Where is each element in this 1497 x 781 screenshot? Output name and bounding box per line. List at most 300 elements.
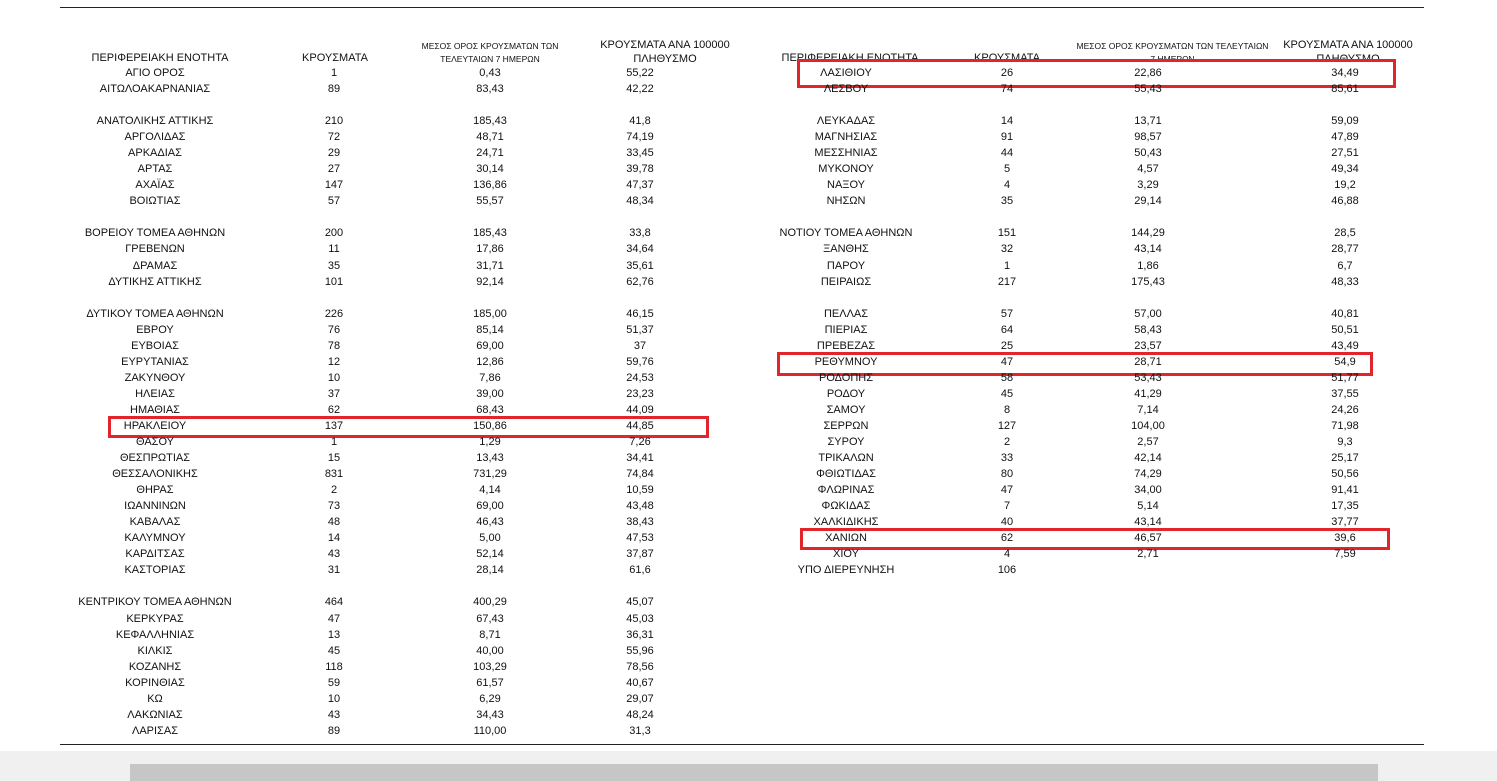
horizontal-scrollbar[interactable] bbox=[130, 764, 1378, 781]
cell-avg: 185,43 bbox=[473, 115, 507, 128]
cell-name: ΘΑΣΟΥ bbox=[135, 436, 175, 448]
cell-per: 47,89 bbox=[1331, 131, 1359, 144]
cell-cases: 32 bbox=[1000, 243, 1014, 256]
cell-name: ΛΕΣΒΟΥ bbox=[823, 83, 869, 96]
cell-name: ΛΕΥΚΑΔΑΣ bbox=[816, 115, 876, 128]
cell-per: 46,15 bbox=[626, 307, 654, 320]
right-header-region: ΠΕΡΙΦΕΡΕΙΑΚΗ ΕΝΟΤΗΤΑ bbox=[781, 52, 919, 64]
cell-name: ΦΛΩΡΙΝΑΣ bbox=[817, 484, 875, 497]
cell-per: 37,55 bbox=[1331, 387, 1359, 400]
cell-name: ΥΠΟ ΔΙΕΡΕΥΝΗΣΗ bbox=[797, 564, 895, 577]
cell-cases: 10 bbox=[327, 371, 341, 384]
table-row bbox=[0, 322, 1497, 338]
cell-name: ΚΑΛΥΜΝΟΥ bbox=[124, 532, 186, 545]
table-row bbox=[0, 546, 1497, 562]
cell-cases: 4 bbox=[1003, 548, 1011, 561]
cell-avg: 110,00 bbox=[473, 724, 507, 737]
cell-name: ΜΑΓΝΗΣΙΑΣ bbox=[814, 131, 878, 144]
cell-name: ΡΕΘΥΜΝΟΥ bbox=[814, 355, 878, 368]
cell-avg: 83,43 bbox=[476, 83, 504, 96]
cell-avg: 1,86 bbox=[1137, 259, 1159, 272]
cell-avg: 12,86 bbox=[476, 355, 504, 368]
cell-cases: 5 bbox=[1003, 163, 1011, 176]
cell-avg: 85,14 bbox=[476, 323, 504, 336]
cell-per: 43,49 bbox=[1331, 339, 1359, 352]
cell-per: 40,81 bbox=[1331, 307, 1359, 320]
cell-avg: 52,14 bbox=[476, 548, 504, 561]
cell-per: 23,23 bbox=[626, 387, 654, 400]
cell-avg: 104,00 bbox=[1131, 419, 1165, 432]
table-row bbox=[0, 659, 1497, 675]
cell-avg: 3,29 bbox=[1137, 179, 1159, 192]
cell-per: 61,6 bbox=[629, 564, 651, 577]
table-row bbox=[0, 306, 1497, 322]
cell-name: ΑΙΤΩΛΟΑΚΑΡΝΑΝΙΑΣ bbox=[99, 83, 211, 96]
cell-avg: 13,71 bbox=[1134, 115, 1162, 128]
table-row bbox=[0, 691, 1497, 707]
cell-per: 33,8 bbox=[629, 227, 651, 240]
cell-per: 37,87 bbox=[626, 548, 654, 561]
cell-per: 44,85 bbox=[626, 419, 654, 432]
cell-name: ΚΟΖΑΝΗΣ bbox=[128, 660, 182, 673]
cell-per: 47,37 bbox=[626, 179, 654, 192]
cell-avg: 136,86 bbox=[473, 179, 507, 192]
cell-cases: 26 bbox=[1000, 67, 1014, 79]
cell-per: 34,41 bbox=[626, 452, 654, 465]
cell-avg: 48,71 bbox=[476, 131, 504, 144]
cell-per: 47,53 bbox=[626, 532, 654, 545]
cell-cases: 57 bbox=[327, 195, 341, 208]
cell-avg: 2,71 bbox=[1137, 548, 1159, 561]
table-row bbox=[0, 370, 1497, 386]
cell-cases: 2 bbox=[1003, 436, 1011, 448]
cell-avg: 1,29 bbox=[479, 436, 501, 448]
cell-name: ΑΓΙΟ ΟΡΟΣ bbox=[125, 67, 185, 79]
cell-cases: 210 bbox=[324, 115, 344, 128]
cell-name: ΚΕΡΚΥΡΑΣ bbox=[126, 612, 184, 625]
cell-avg: 55,43 bbox=[1134, 83, 1162, 96]
table-row bbox=[0, 675, 1497, 691]
cell-name: ΛΑΚΩΝΙΑΣ bbox=[127, 708, 183, 721]
cell-cases: 37 bbox=[327, 387, 341, 400]
left-header-cases: ΚΡΟΥΣΜΑΤΑ bbox=[302, 52, 368, 64]
cell-cases: 217 bbox=[997, 275, 1017, 288]
right-header-avg: ΜΕΣΟΣ ΟΡΟΣ ΚΡΟΥΣΜΑΤΩΝ ΤΩΝ ΤΕΛΕΥΤΑΙΩΝ 7 ΗΜΕΡΩΝ bbox=[1076, 41, 1269, 64]
cell-per: 36,31 bbox=[626, 628, 654, 641]
cell-per: 50,51 bbox=[1331, 323, 1359, 336]
cell-cases: 200 bbox=[324, 227, 344, 240]
cell-avg: 42,14 bbox=[1134, 452, 1162, 465]
table-row bbox=[0, 161, 1497, 177]
cell-cases: 76 bbox=[327, 323, 341, 336]
cell-name: ΗΡΑΚΛΕΙΟΥ bbox=[123, 419, 187, 432]
cell-avg: 17,86 bbox=[476, 243, 504, 256]
left-header-region: ΠΕΡΙΦΕΡΕΙΑΚΗ ΕΝΟΤΗΤΑ bbox=[91, 52, 229, 64]
cell-avg: 31,71 bbox=[476, 259, 504, 272]
cell-cases: 45 bbox=[327, 644, 341, 657]
cell-avg: 2,57 bbox=[1137, 436, 1159, 448]
cell-per: 17,35 bbox=[1331, 500, 1359, 513]
cell-per: 7,59 bbox=[1334, 548, 1356, 561]
cell-cases: 40 bbox=[1000, 516, 1014, 529]
cell-per: 45,07 bbox=[626, 596, 654, 609]
cell-per: 78,56 bbox=[626, 660, 654, 673]
cell-cases: 48 bbox=[327, 516, 341, 529]
table-row bbox=[0, 450, 1497, 466]
cell-name: ΣΕΡΡΩΝ bbox=[823, 419, 869, 432]
cell-avg: 40,00 bbox=[476, 644, 504, 657]
cell-avg: 30,14 bbox=[476, 163, 504, 176]
cell-cases: 1 bbox=[330, 67, 338, 79]
cell-avg: 61,57 bbox=[476, 676, 504, 689]
cell-per: 51,37 bbox=[626, 323, 654, 336]
cell-name: ΦΘΙΩΤΙΔΑΣ bbox=[816, 468, 876, 481]
cell-cases: 7 bbox=[1003, 500, 1011, 513]
cell-per: 42,22 bbox=[626, 83, 654, 96]
cell-per: 54,9 bbox=[1334, 355, 1356, 368]
cell-per: 29,07 bbox=[626, 692, 654, 705]
cell-per: 6,7 bbox=[1337, 259, 1353, 272]
cell-per: 28,77 bbox=[1331, 243, 1359, 256]
cell-avg: 28,71 bbox=[1134, 355, 1162, 368]
cell-cases: 137 bbox=[324, 419, 344, 432]
table-row bbox=[0, 611, 1497, 627]
table-row bbox=[0, 129, 1497, 145]
cell-per: 34,49 bbox=[1331, 67, 1359, 79]
cell-name: ΠΑΡΟΥ bbox=[826, 259, 866, 272]
cell-per: 85,61 bbox=[1331, 83, 1359, 96]
cell-cases: 226 bbox=[324, 307, 344, 320]
cell-cases: 89 bbox=[327, 83, 341, 96]
cell-per: 50,56 bbox=[1331, 468, 1359, 481]
table-row bbox=[0, 562, 1497, 578]
cell-per: 37 bbox=[633, 339, 647, 352]
cell-per: 28,5 bbox=[1334, 227, 1356, 240]
cell-avg: 23,57 bbox=[1134, 339, 1162, 352]
cell-cases: 80 bbox=[1000, 468, 1014, 481]
cell-name: ΠΕΙΡΑΙΩΣ bbox=[820, 275, 872, 288]
cell-per: 48,34 bbox=[626, 195, 654, 208]
cell-name: ΜΕΣΣΗΝΙΑΣ bbox=[814, 147, 878, 160]
cell-per: 55,22 bbox=[626, 67, 654, 79]
cell-avg: 22,86 bbox=[1134, 67, 1162, 79]
cell-cases: 11 bbox=[328, 243, 340, 256]
cell-avg: 43,14 bbox=[1134, 516, 1162, 529]
cell-name: ΗΜΑΘΙΑΣ bbox=[130, 403, 180, 416]
table-row bbox=[0, 241, 1497, 257]
cell-avg: 5,14 bbox=[1137, 500, 1159, 513]
cell-cases: 45 bbox=[1000, 387, 1014, 400]
cell-cases: 1 bbox=[1003, 259, 1011, 272]
cell-name: ΑΧΑΪΑΣ bbox=[135, 179, 175, 192]
cell-name: ΚΙΛΚΙΣ bbox=[137, 644, 173, 657]
cell-name: ΚΕΝΤΡΙΚΟΥ ΤΟΜΕΑ ΑΘΗΝΩΝ bbox=[78, 596, 232, 609]
cell-name: ΒΟΙΩΤΙΑΣ bbox=[129, 195, 181, 208]
cell-name: ΠΙΕΡΙΑΣ bbox=[824, 323, 868, 336]
cell-cases: 14 bbox=[327, 532, 341, 545]
cell-cases: 43 bbox=[327, 708, 341, 721]
cell-name: ΝΑΞΟΥ bbox=[827, 179, 865, 192]
table-row bbox=[0, 225, 1497, 241]
cell-avg: 68,43 bbox=[476, 403, 504, 416]
cell-avg: 144,29 bbox=[1131, 227, 1165, 240]
cell-avg: 46,57 bbox=[1134, 532, 1162, 545]
cell-per: 31,3 bbox=[629, 724, 651, 737]
cell-avg: 6,29 bbox=[479, 692, 501, 705]
cell-name: ΕΥΡΥΤΑΝΙΑΣ bbox=[121, 355, 189, 368]
cell-per: 46,88 bbox=[1331, 195, 1359, 208]
bottom-rule bbox=[60, 744, 1424, 745]
table-row bbox=[0, 113, 1497, 129]
cell-per: 37,77 bbox=[1331, 516, 1359, 529]
cell-avg: 13,43 bbox=[476, 452, 504, 465]
cell-per: 48,33 bbox=[1331, 275, 1359, 288]
cell-avg: 185,43 bbox=[473, 227, 507, 240]
cell-cases: 47 bbox=[1000, 355, 1014, 368]
cell-cases: 147 bbox=[324, 179, 344, 192]
cell-avg: 400,29 bbox=[473, 596, 507, 609]
cell-per: 74,84 bbox=[626, 468, 654, 481]
table-row bbox=[0, 643, 1497, 659]
table-row bbox=[0, 145, 1497, 161]
cell-name: ΠΡΕΒΕΖΑΣ bbox=[816, 339, 876, 352]
cell-avg: 28,14 bbox=[476, 564, 504, 577]
cell-per: 10,59 bbox=[626, 484, 654, 497]
cell-avg: 53,43 bbox=[1134, 371, 1162, 384]
cell-per: 51,77 bbox=[1331, 371, 1359, 384]
cell-per: 43,48 bbox=[626, 500, 654, 513]
cell-cases: 27 bbox=[327, 163, 341, 176]
cell-name: ΧΑΛΚΙΔΙΚΗΣ bbox=[813, 516, 879, 529]
cell-name: ΔΥΤΙΚΟΥ ΤΟΜΕΑ ΑΘΗΝΩΝ bbox=[86, 307, 224, 320]
cell-name: ΝΟΤΙΟΥ ΤΟΜΕΑ ΑΘΗΝΩΝ bbox=[779, 227, 913, 240]
cell-per: 35,61 bbox=[626, 259, 654, 272]
cell-per: 19,2 bbox=[1334, 179, 1356, 192]
cell-cases: 101 bbox=[324, 275, 344, 288]
cell-name: ΓΡΕΒΕΝΩΝ bbox=[125, 243, 185, 256]
cell-cases: 13 bbox=[327, 628, 341, 641]
table-row bbox=[0, 81, 1497, 97]
cell-name: ΔΥΤΙΚΗΣ ΑΤΤΙΚΗΣ bbox=[108, 275, 202, 288]
cell-cases: 62 bbox=[327, 403, 341, 416]
table-row bbox=[0, 627, 1497, 643]
cell-name: ΚΩ bbox=[147, 692, 163, 705]
table-row bbox=[0, 594, 1497, 610]
cell-name: ΖΑΚΥΝΘΟΥ bbox=[124, 371, 186, 384]
cell-name: ΑΡΚΑΔΙΑΣ bbox=[128, 147, 182, 160]
table-row bbox=[0, 193, 1497, 209]
cell-cases: 15 bbox=[327, 452, 341, 465]
cell-per: 74,19 bbox=[626, 131, 654, 144]
cell-avg: 150,86 bbox=[473, 419, 507, 432]
cell-cases: 25 bbox=[1000, 339, 1014, 352]
cell-avg: 98,57 bbox=[1134, 131, 1162, 144]
cell-avg: 74,29 bbox=[1134, 468, 1162, 481]
cell-name: ΑΝΑΤΟΛΙΚΗΣ ΑΤΤΙΚΗΣ bbox=[96, 115, 214, 128]
cell-name: ΣΑΜΟΥ bbox=[826, 403, 866, 416]
cell-avg: 8,71 bbox=[479, 628, 501, 641]
cell-name: ΚΑΒΑΛΑΣ bbox=[129, 516, 181, 529]
cell-name: ΝΗΣΩΝ bbox=[826, 195, 866, 208]
cell-per: 62,76 bbox=[626, 275, 654, 288]
cell-per: 39,6 bbox=[1334, 532, 1356, 545]
table-row bbox=[0, 723, 1497, 739]
cell-name: ΘΕΣΠΡΩΤΙΑΣ bbox=[119, 452, 191, 465]
cell-avg: 4,14 bbox=[479, 484, 501, 497]
cell-avg: 69,00 bbox=[476, 339, 504, 352]
cell-cases: 8 bbox=[1003, 403, 1011, 416]
cell-name: ΧΑΝΙΩΝ bbox=[825, 532, 867, 545]
table-row bbox=[0, 386, 1497, 402]
cell-per: 48,24 bbox=[626, 708, 654, 721]
cell-cases: 14 bbox=[1000, 115, 1014, 128]
cell-cases: 2 bbox=[330, 484, 338, 497]
cell-per: 41,8 bbox=[629, 115, 651, 128]
cell-cases: 59 bbox=[327, 676, 341, 689]
cell-avg: 46,43 bbox=[476, 516, 504, 529]
cell-cases: 118 bbox=[325, 660, 343, 673]
cell-name: ΘΕΣΣΑΛΟΝΙΚΗΣ bbox=[112, 468, 198, 481]
cell-cases: 89 bbox=[327, 724, 341, 737]
cell-per: 40,67 bbox=[626, 676, 654, 689]
right-header-cases: ΚΡΟΥΣΜΑΤΑ bbox=[974, 52, 1040, 64]
cell-avg: 41,29 bbox=[1134, 387, 1162, 400]
cell-avg: 731,29 bbox=[473, 468, 507, 481]
cell-cases: 47 bbox=[1000, 484, 1014, 497]
cell-per: 25,17 bbox=[1331, 452, 1359, 465]
cell-cases: 78 bbox=[327, 339, 341, 352]
cell-avg: 58,43 bbox=[1134, 323, 1162, 336]
cell-per: 49,34 bbox=[1331, 163, 1359, 176]
cell-avg: 0,43 bbox=[479, 67, 501, 79]
cell-cases: 44 bbox=[1000, 147, 1014, 160]
cell-per: 9,3 bbox=[1337, 436, 1353, 448]
cell-avg: 34,00 bbox=[1134, 484, 1162, 497]
table-row bbox=[0, 402, 1497, 418]
cell-name: ΑΡΓΟΛΙΔΑΣ bbox=[124, 131, 186, 144]
cell-per: 27,51 bbox=[1331, 147, 1359, 160]
cell-avg: 69,00 bbox=[476, 500, 504, 513]
cell-cases: 4 bbox=[1003, 179, 1011, 192]
cell-avg: 24,71 bbox=[476, 147, 504, 160]
cell-name: ΘΗΡΑΣ bbox=[136, 484, 174, 497]
cell-cases: 29 bbox=[327, 147, 341, 160]
cell-name: ΕΥΒΟΙΑΣ bbox=[131, 339, 179, 352]
cell-avg: 7,14 bbox=[1137, 403, 1159, 416]
cell-per: 44,09 bbox=[626, 403, 654, 416]
cell-per: 59,09 bbox=[1331, 115, 1359, 128]
cell-cases: 57 bbox=[1000, 307, 1014, 320]
cell-cases: 464 bbox=[324, 596, 344, 609]
cell-avg: 103,29 bbox=[473, 660, 507, 673]
cell-name: ΒΟΡΕΙΟΥ ΤΟΜΕΑ ΑΘΗΝΩΝ bbox=[84, 227, 226, 240]
cell-cases: 33 bbox=[1000, 452, 1014, 465]
table-row bbox=[0, 274, 1497, 290]
cell-avg: 55,57 bbox=[476, 195, 504, 208]
cell-per: 34,64 bbox=[626, 243, 654, 256]
cell-avg: 185,00 bbox=[473, 307, 507, 320]
table-row bbox=[0, 434, 1497, 450]
cell-per: 7,26 bbox=[629, 436, 651, 448]
table-row bbox=[0, 482, 1497, 498]
cell-name: ΣΥΡΟΥ bbox=[827, 436, 865, 448]
cell-name: ΑΡΤΑΣ bbox=[137, 163, 173, 176]
cell-name: ΔΡΑΜΑΣ bbox=[132, 259, 178, 272]
cell-name: ΛΑΡΙΣΑΣ bbox=[131, 724, 178, 737]
table-row bbox=[0, 498, 1497, 514]
table-row bbox=[0, 418, 1497, 434]
cell-name: ΚΑΡΔΙΤΣΑΣ bbox=[125, 548, 185, 561]
table-row bbox=[0, 177, 1497, 193]
cell-per: 91,41 bbox=[1331, 484, 1359, 497]
cell-name: ΚΟΡΙΝΘΙΑΣ bbox=[125, 676, 185, 689]
cell-name: ΚΑΣΤΟΡΙΑΣ bbox=[124, 564, 186, 577]
cell-name: ΠΕΛΛΑΣ bbox=[823, 307, 869, 320]
cell-name: ΤΡΙΚΑΛΩΝ bbox=[818, 452, 874, 465]
cell-cases: 91 bbox=[1000, 131, 1014, 144]
table-row bbox=[0, 707, 1497, 723]
cell-per: 59,76 bbox=[626, 355, 654, 368]
cell-per: 71,98 bbox=[1331, 419, 1359, 432]
cell-cases: 127 bbox=[997, 419, 1017, 432]
cell-per: 39,78 bbox=[626, 163, 654, 176]
right-header-per100k: ΚΡΟΥΣΜΑΤΑ ΑΝΑ 100000 ΠΛΗΘΥΣΜΟ bbox=[1283, 39, 1413, 65]
cell-avg: 57,00 bbox=[1134, 307, 1162, 320]
cell-avg: 92,14 bbox=[476, 275, 504, 288]
cell-cases: 10 bbox=[327, 692, 341, 705]
cell-cases: 106 bbox=[997, 564, 1017, 577]
cell-cases: 58 bbox=[1000, 371, 1014, 384]
cell-cases: 43 bbox=[327, 548, 341, 561]
cell-cases: 47 bbox=[327, 612, 341, 625]
cell-avg: 50,43 bbox=[1134, 147, 1162, 160]
cell-name: ΕΒΡΟΥ bbox=[136, 323, 174, 336]
cell-name: ΗΛΕΙΑΣ bbox=[135, 387, 175, 400]
cell-per: 45,03 bbox=[626, 612, 654, 625]
table-row bbox=[0, 258, 1497, 274]
cell-avg: 43,14 bbox=[1134, 243, 1162, 256]
cell-name: ΦΩΚΙΔΑΣ bbox=[821, 500, 871, 513]
cell-cases: 62 bbox=[1000, 532, 1014, 545]
cell-avg: 5,00 bbox=[479, 532, 501, 545]
cell-name: ΜΥΚΟΝΟΥ bbox=[818, 163, 874, 176]
cell-name: ΙΩΑΝΝΙΝΩΝ bbox=[124, 500, 186, 513]
cell-avg: 67,43 bbox=[476, 612, 504, 625]
cell-per: 24,53 bbox=[626, 371, 654, 384]
left-header-avg: ΜΕΣΟΣ ΟΡΟΣ ΚΡΟΥΣΜΑΤΩΝ ΤΩΝ ΤΕΛΕΥΤΑΙΩΝ 7 ΗΜΕΡΩΝ bbox=[421, 41, 559, 64]
cell-name: ΧΙΟΥ bbox=[833, 548, 859, 561]
cell-cases: 1 bbox=[330, 436, 338, 448]
cell-cases: 35 bbox=[1000, 195, 1014, 208]
cell-cases: 12 bbox=[327, 355, 341, 368]
cell-avg: 175,43 bbox=[1131, 275, 1165, 288]
left-header-per100k: ΚΡΟΥΣΜΑΤΑ ΑΝΑ 100000 ΠΛΗΘΥΣΜΟ bbox=[600, 39, 730, 65]
cell-cases: 73 bbox=[327, 500, 341, 513]
cell-cases: 35 bbox=[327, 259, 341, 272]
table-row bbox=[0, 466, 1497, 482]
cell-avg: 7,86 bbox=[479, 371, 501, 384]
cell-name: ΡΟΔΟΥ bbox=[826, 387, 866, 400]
cell-name: ΞΑΝΘΗΣ bbox=[823, 243, 869, 256]
cell-avg: 39,00 bbox=[476, 387, 504, 400]
cell-cases: 74 bbox=[1000, 83, 1014, 96]
cell-name: ΚΕΦΑΛΛΗΝΙΑΣ bbox=[115, 628, 195, 641]
cell-cases: 64 bbox=[1000, 323, 1014, 336]
cell-avg: 29,14 bbox=[1134, 195, 1162, 208]
cell-per: 33,45 bbox=[626, 147, 654, 160]
cell-cases: 831 bbox=[324, 468, 344, 481]
cell-avg: 4,57 bbox=[1137, 163, 1159, 176]
